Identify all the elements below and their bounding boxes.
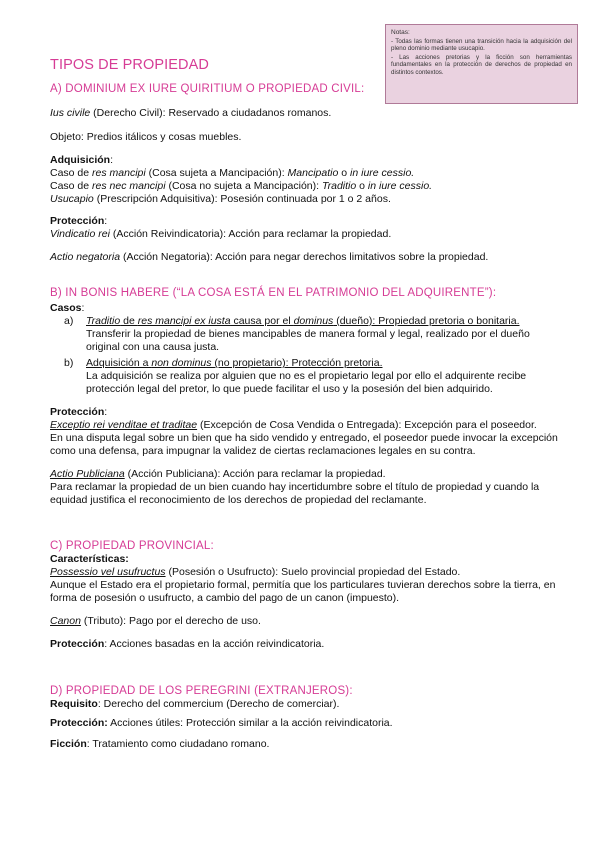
section-c-heading: C) PROPIEDAD PROVINCIAL: <box>50 540 214 552</box>
traditio-b-term: Traditio <box>86 315 121 327</box>
section-d-heading: D) PROPIEDAD DE LOS PEREGRINI (EXTRANJEROS): <box>50 685 353 697</box>
section-b-publiciana <box>50 468 570 507</box>
section-a-objeto <box>50 131 570 144</box>
ficcion-text: : Tratamiento como ciudadano romano. <box>86 738 270 750</box>
case-b-text: La adquisición se realiza por alguien que no es el propietario legal por ello el adquirente recibe protección legal del pretor, lo que puede facilitar el uso y la posesión del bien adquirido. <box>86 370 527 395</box>
section-a-negatoria <box>50 251 570 264</box>
proteccion-d-text: Acciones útiles: Protección similar a la acción reivindicatoria. <box>107 717 393 729</box>
proteccion-b-label: Protección <box>50 406 105 418</box>
adq1-mid: (Cosa sujeta a Mancipación): <box>145 167 288 179</box>
section-c-proteccion <box>50 638 570 651</box>
adq2-prefix: Caso de <box>50 180 93 192</box>
page-title: TIPOS DE PROPIEDAD <box>50 57 209 73</box>
publiciana-paragraph: Para reclamar la propiedad de un bien cuando hay incertidumbre sobre el título de propiedad y cuando la equidad justifica el reconocimiento de los derechos de propiedad del reclamante. <box>50 481 540 506</box>
res-mancipi-term: res mancipi <box>92 167 146 179</box>
vindicatio-rei-term: Vindicatio rei <box>50 228 110 240</box>
possessio-text: (Posesión o Usufructo): Suelo provincial propiedad del Estado. <box>165 566 461 578</box>
canon-text: (Tributo): Pago por el derecho de uso. <box>80 615 261 627</box>
ficcion-label: Ficción <box>50 738 87 750</box>
requisito-label: Requisito <box>50 698 98 710</box>
notes-title: Notas: <box>391 29 410 36</box>
case-a-mid: causa por el <box>230 315 294 327</box>
case-a-label: a) <box>64 315 74 327</box>
section-c-caracteristicas <box>50 553 570 605</box>
section-b-heading: B) IN BONIS HABERE (“LA COSA ESTÁ EN EL PATRIMONIO DEL ADQUIRENTE”): <box>50 287 497 299</box>
res-nec-mancipi-term: res nec mancipi <box>92 180 166 192</box>
adq2-mid: (Cosa no sujeta a Mancipación): <box>165 180 322 192</box>
non-dominus-term: non dominus <box>151 357 212 369</box>
ius-civile-term: Ius civile <box>50 107 91 119</box>
section-d-requisito <box>50 698 570 711</box>
negatoria-text: (Acción Negatoria): Acción para negar derechos limitativos sobre la propiedad. <box>120 251 489 263</box>
notes-item-2: - Las acciones pretorias y la ficción son herramientas fundamentales en la protección de derechos de propiedad en distintos contextos. <box>391 53 572 76</box>
usucapio-text: (Prescripción Adquisitiva): Posesión continuada por 1 o 2 años. <box>93 193 391 205</box>
in-iure-cessio-term-2: in iure cessio. <box>367 180 433 192</box>
case-b-end: (no propietario): Protección pretoria. <box>211 357 383 369</box>
adq2-o: o <box>356 180 368 192</box>
objeto-text: Objeto: Predios itálicos y cosas muebles. <box>50 131 242 143</box>
exceptio-text: (Excepción de Cosa Vendida o Entregada): Excepción para el poseedor. <box>197 419 537 431</box>
adquisicion-label: Adquisición <box>50 154 111 166</box>
case-a-de: de <box>120 315 138 327</box>
actio-negatoria-term: Actio negatoria <box>50 251 121 263</box>
section-d-ficcion <box>50 738 570 751</box>
traditio-term: Traditio <box>321 180 357 192</box>
case-b-label: b) <box>64 357 74 369</box>
section-c-canon <box>50 615 570 628</box>
proteccion-c-text: : Acciones basadas en la acción reivindicatoria. <box>104 638 325 650</box>
usucapio-term: Usucapio <box>50 193 94 205</box>
section-a-adquisicion: Adquisición: Caso de res mancipi (Cosa sujeta a Mancipación): Mancipatio o in iure cessio. Caso de res nec mancipi (Cosa no sujeta a Mancipación): Traditio o in iure cessio. Usucapio (Prescripción Adquisitiva): Posesión continuada por 1 o 2 años. <box>50 154 433 205</box>
canon-term: Canon <box>50 615 81 627</box>
caracteristicas-label: Características: <box>50 553 129 565</box>
possessio-paragraph: Aunque el Estado era el propietario formal, permitía que los particulares tuvieran derechos sobre la tierra, en forma de posesión o usufructo, a cambio del pago de un canon (impuesto). <box>50 579 556 604</box>
section-d-proteccion <box>50 717 570 730</box>
dominus-term: dominus <box>293 315 334 327</box>
notes-box <box>385 24 578 104</box>
vindicatio-text: (Acción Reivindicatoria): Acción para reclamar la propiedad. <box>109 228 392 240</box>
mancipatio-term: Mancipatio <box>287 167 339 179</box>
publiciana-text: (Acción Publiciana): Acción para reclamar la propiedad. <box>124 468 386 480</box>
casos-label: Casos <box>50 302 82 314</box>
possessio-term: Possessio vel usufructus <box>50 566 166 578</box>
res-mancipi-ex-iusta-term: res mancipi ex iusta <box>137 315 231 327</box>
exceptio-paragraph: En una disputa legal sobre un bien que ha sido vendido y entregado, el poseedor puede invocar la excepción como una defensa, para impugnar la validez de ciertas reclamaciones legales en su contra. <box>50 432 558 457</box>
proteccion-a-label: Protección <box>50 215 105 227</box>
notes-item-1: - Todas las formas tienen una transición hacia la adquisición del pleno dominio mediante usucapio. <box>391 37 572 53</box>
section-a-proteccion: Protección: Vindicatio rei (Acción Reivindicatoria): Acción para reclamar la propiedad. <box>50 215 392 240</box>
adq1-prefix: Caso de <box>50 167 93 179</box>
case-a-text: Transferir la propiedad de bienes mancipables de manera formal y legal, realizado por el dueño original con una causa justa. <box>86 328 530 353</box>
section-b-casos: Casos: <box>50 302 85 314</box>
in-iure-cessio-term-1: in iure cessio. <box>350 167 415 179</box>
section-b-proteccion: Protección: Exceptio rei venditae et traditae (Excepción de Cosa Vendida o Entregada): Excepción para el poseedor. En una disputa legal sobre un bien que ha sido vendido y entregado, el poseedor puede invocar la excepción como una defensa, para impugnar la validez de ciertas reclamaciones legales en su contra. <box>50 406 570 458</box>
case-a-end: (dueño): Propiedad pretoria o bonitaria. <box>333 315 520 327</box>
proteccion-c-label: Protección <box>50 638 105 650</box>
section-a-heading: A) DOMINIUM EX IURE QUIRITIUM O PROPIEDAD CIVIL: <box>50 83 365 95</box>
case-b-prefix: Adquisición a <box>86 357 152 369</box>
actio-publiciana-term: Actio Publiciana <box>50 468 125 480</box>
adq1-o: o <box>338 167 351 179</box>
exceptio-term: Exceptio rei venditae et traditae <box>50 419 198 431</box>
ius-civile-text: (Derecho Civil): Reservado a ciudadanos romanos. <box>90 107 332 119</box>
section-a-ius-civile <box>50 107 570 120</box>
proteccion-d-label: Protección: <box>50 717 108 729</box>
requisito-text: : Derecho del commercium (Derecho de comerciar). <box>97 698 340 710</box>
